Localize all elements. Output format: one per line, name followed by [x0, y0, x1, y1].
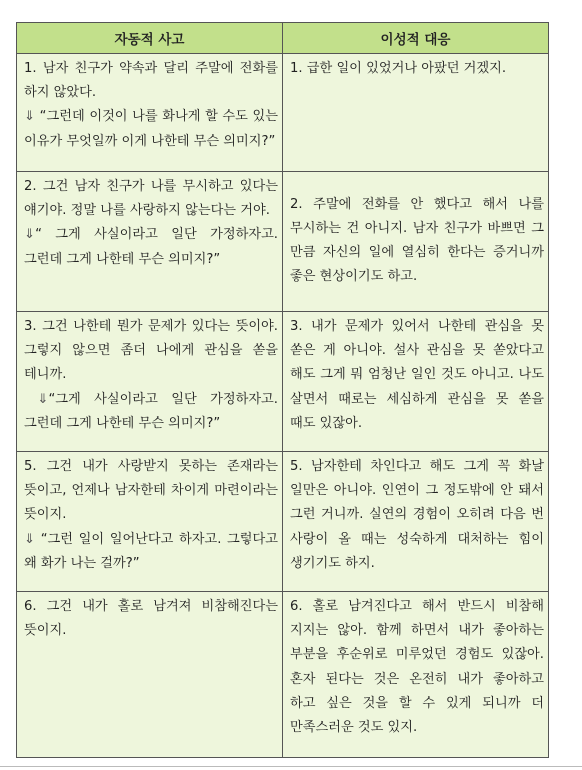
rational-response-cell	[283, 54, 549, 172]
rational-response-text: 1. 급한 일이 있었거나 아팠던 거겠지.	[290, 61, 507, 76]
page-divider	[0, 766, 582, 767]
automatic-thought-text: 6. 그건 내가 홀로 남겨져 비참해진다는 뜻이지.	[24, 599, 278, 639]
rational-response-text: 2. 주말에 전화를 안 했다고 해서 나를 무시하는 건 아니지. 남자 친구가 바쁘면 그 만큼 자신의 일에 열심히 한다는 증거니까 좋은 현상이기도 하고.	[290, 196, 544, 285]
automatic-thought-text: 1. 남자 친구가 약속과 달리 주말에 전화를 하지 않았다.	[24, 61, 278, 101]
thought-record-table	[16, 22, 549, 758]
rational-response-cell	[283, 592, 549, 758]
table-row	[17, 54, 549, 172]
down-arrow-icon: ⇓	[24, 531, 36, 547]
question-text: “그게 사실이라고 일단 가정하자고. 그런데 그게 나한테 무슨 의미지?”	[24, 391, 278, 431]
rational-response-text: 5. 남자한테 차인다고 해도 그게 꼭 화날 일만은 아니야. 인연이 그 정도밖에 안 돼서 그런 거니까. 실연의 경험이 오히려 다음 번 사랑이 올 때는 성숙하게 대처하는 힘이 생기기도 하지.	[290, 459, 544, 571]
automatic-thought-text: 5. 그건 내가 사랑받지 못하는 존재라는 뜻이고, 언제나 남자한테 차이게 마련이라는 뜻이지.	[24, 459, 278, 523]
header-rational-response: 이성적 대응	[283, 23, 549, 54]
rational-response-cell	[283, 172, 549, 312]
rational-response-cell	[283, 312, 549, 452]
reflection-question	[24, 105, 278, 153]
question-text: “ 그게 사실이라고 일단 가정하자고. 그런데 그게 나한테 무슨 의미지?”	[24, 227, 278, 267]
table-header-row	[17, 23, 549, 54]
reflection-question	[24, 223, 278, 271]
automatic-thought-cell	[17, 452, 283, 592]
automatic-thought-cell	[17, 592, 283, 758]
rational-response-text: 6. 홀로 남겨진다고 해서 반드시 비참해 지지는 않아. 함께 하면서 내가 좋아하는 부분을 후순위로 미루었던 경험도 있잖아. 혼자 된다는 것은 온전히 내가 좋아하고 하고 싶은 것을 할 수 있게 되니까 더 만족스러운 것도 있지.	[290, 599, 544, 736]
header-automatic-thought: 자동적 사고	[17, 23, 283, 54]
automatic-thought-cell	[17, 172, 283, 312]
down-arrow-icon: ⇓	[37, 391, 49, 407]
automatic-thought-text: 3. 그건 나한테 뭔가 문제가 있다는 뜻이야. 그렇지 않으면 좀더 나에게 관심을 쏟을 테니까.	[24, 319, 278, 383]
reflection-question	[24, 528, 278, 576]
table-row	[17, 592, 549, 758]
automatic-thought-cell	[17, 312, 283, 452]
table-row	[17, 172, 549, 312]
down-arrow-icon: ⇓	[24, 109, 36, 125]
table-row	[17, 312, 549, 452]
automatic-thought-text: 2. 그건 남자 친구가 나를 무시하고 있다는 얘기야. 정말 나를 사랑하지 않는다는 거야.	[24, 179, 278, 219]
table-row	[17, 452, 549, 592]
question-text: “그런데 이것이 나를 화나게 할 수도 있는 이유가 무엇일까 이게 나한테 무슨 의미지?”	[24, 109, 278, 149]
rational-response-text: 3. 내가 문제가 있어서 나한테 관심을 못 쏟은 게 아니야. 설사 관심을 못 쏟았다고 해도 그게 뭐 엄청난 일인 것도 아니고. 나도 살면서 때로는 세심하게 관심을 못 쏟을 때도 있잖아.	[290, 319, 544, 431]
rational-response-cell	[283, 452, 549, 592]
down-arrow-icon: ⇓	[24, 227, 36, 243]
automatic-thought-cell	[17, 54, 283, 172]
reflection-question	[24, 388, 278, 436]
question-text: “그런 일이 일어난다고 하자고. 그렇다고 왜 화가 나는 걸까?”	[24, 531, 278, 571]
